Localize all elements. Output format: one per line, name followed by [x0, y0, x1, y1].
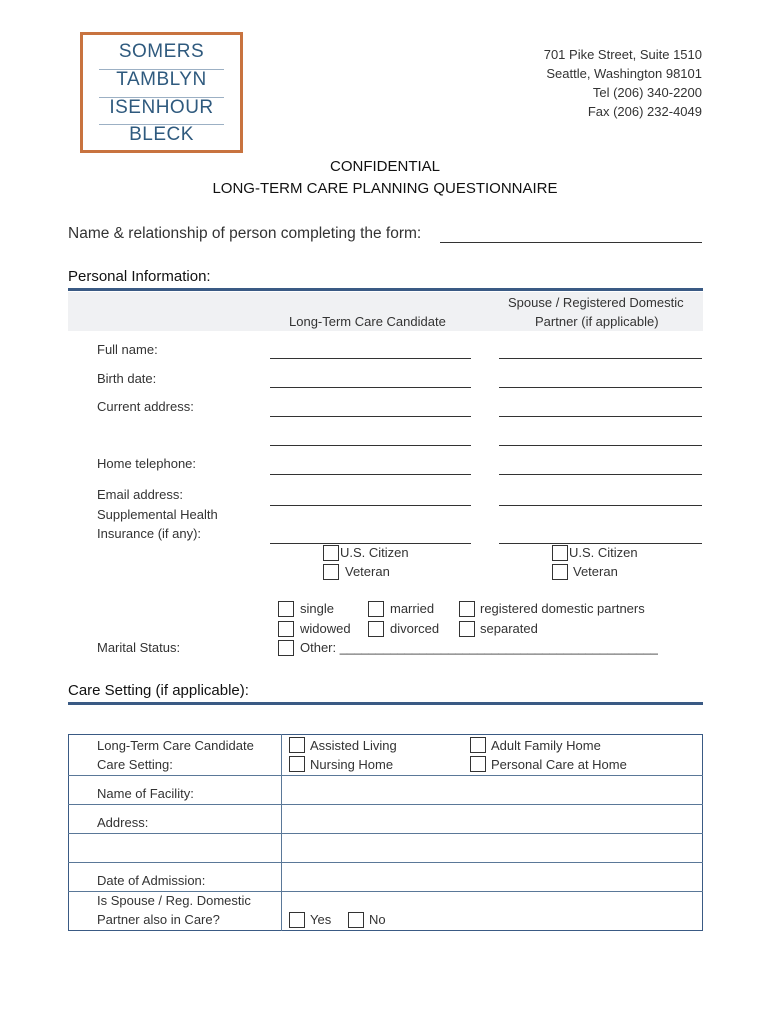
candidate-veteran-checkbox[interactable] — [323, 564, 339, 580]
supplemental-label-line2: Insurance (if any): — [97, 526, 202, 541]
spouse-care-no-label: No — [369, 912, 386, 927]
firm-logo — [80, 32, 243, 153]
spouse-veteran-checkbox[interactable] — [552, 564, 568, 580]
logo-line-bleck: BLECK — [129, 124, 194, 145]
spouse-address-field[interactable] — [499, 416, 702, 417]
title-confidential: CONFIDENTIAL — [329, 158, 440, 175]
spouse-us-citizen-label: U.S. Citizen — [569, 545, 638, 560]
address-fax: Fax (206) 232-4049 — [587, 104, 702, 119]
marital-registered-checkbox[interactable] — [459, 601, 475, 617]
marital-single-checkbox[interactable] — [278, 601, 294, 617]
spouse-care-yes-checkbox[interactable] — [289, 912, 305, 928]
spouse-telephone-field[interactable] — [499, 474, 702, 475]
facility-label: Name of Facility: — [97, 786, 194, 801]
marital-divorced-label: divorced — [390, 621, 440, 636]
email-label: Email address: — [97, 487, 183, 502]
address-tel: Tel (206) 340-2200 — [592, 85, 702, 100]
care-setting-label-line2: Care Setting: — [97, 757, 173, 772]
address-street: 701 Pike Street, Suite 1510 — [543, 47, 702, 62]
spouse-birth-date-field[interactable] — [499, 387, 702, 388]
care-address-label: Address: — [97, 815, 149, 830]
assisted-living-checkbox[interactable] — [289, 737, 305, 753]
spouse-address-field-2[interactable] — [499, 445, 702, 446]
section-rule — [68, 288, 703, 291]
table-row-divider — [68, 862, 703, 863]
admission-label: Date of Admission: — [97, 873, 206, 888]
care-address-field-2[interactable] — [283, 835, 701, 861]
spouse-email-field[interactable] — [499, 505, 702, 506]
marital-registered-label: registered domestic partners — [480, 601, 645, 616]
candidate-us-citizen-checkbox[interactable] — [323, 545, 339, 561]
spouse-care-label-line2: Partner also in Care? — [97, 912, 220, 927]
marital-status-label: Marital Status: — [97, 640, 181, 655]
table-row-divider — [68, 833, 703, 834]
personal-heading: Personal Information: — [68, 268, 211, 285]
logo-line-isenhour: ISENHOUR — [109, 97, 214, 118]
adult-family-home-checkbox[interactable] — [470, 737, 486, 753]
column-spouse-line2: Partner (if applicable) — [535, 314, 659, 329]
candidate-us-citizen-label: U.S. Citizen — [340, 545, 409, 560]
candidate-veteran-label: Veteran — [345, 564, 390, 579]
address-city: Seattle, Washington 98101 — [546, 66, 702, 81]
marital-other-checkbox[interactable] — [278, 640, 294, 656]
assisted-living-label: Assisted Living — [310, 738, 397, 753]
table-row-divider — [68, 891, 703, 892]
home-telephone-label: Home telephone: — [97, 456, 197, 471]
spouse-veteran-label: Veteran — [573, 564, 618, 579]
facility-field[interactable] — [283, 777, 701, 803]
column-spouse-line1: Spouse / Registered Domestic — [508, 295, 684, 310]
spouse-care-label-line1: Is Spouse / Reg. Domestic — [97, 893, 251, 908]
candidate-email-field[interactable] — [270, 505, 471, 506]
marital-divorced-checkbox[interactable] — [368, 621, 384, 637]
care-setting-label-line1: Long-Term Care Candidate — [97, 738, 254, 753]
candidate-full-name-field[interactable] — [270, 358, 471, 359]
marital-widowed-checkbox[interactable] — [278, 621, 294, 637]
marital-married-checkbox[interactable] — [368, 601, 384, 617]
care-heading: Care Setting (if applicable): — [68, 682, 249, 699]
completer-field[interactable] — [440, 242, 702, 243]
logo-line-tamblyn: TAMBLYN — [116, 69, 207, 90]
full-name-label: Full name: — [97, 342, 158, 357]
candidate-insurance-field[interactable] — [270, 543, 471, 544]
current-address-label: Current address: — [97, 399, 194, 414]
nursing-home-label: Nursing Home — [310, 757, 394, 772]
marital-single-label: single — [300, 601, 334, 616]
care-address-field[interactable] — [283, 806, 701, 832]
section-rule — [68, 702, 703, 705]
spouse-care-no-checkbox[interactable] — [348, 912, 364, 928]
table-row-divider — [68, 804, 703, 805]
personal-care-home-checkbox[interactable] — [470, 756, 486, 772]
spouse-full-name-field[interactable] — [499, 358, 702, 359]
personal-care-home-label: Personal Care at Home — [491, 757, 627, 772]
completer-label: Name & relationship of person completing the form: — [68, 225, 422, 242]
column-candidate: Long-Term Care Candidate — [289, 314, 446, 329]
title-questionnaire: LONG-TERM CARE PLANNING QUESTIONNAIRE — [212, 180, 558, 197]
candidate-address-field-2[interactable] — [270, 445, 471, 446]
nursing-home-checkbox[interactable] — [289, 756, 305, 772]
spouse-us-citizen-checkbox[interactable] — [552, 545, 568, 561]
logo-line-somers: SOMERS — [118, 41, 205, 62]
marital-separated-label: separated — [480, 621, 538, 636]
candidate-address-field[interactable] — [270, 416, 471, 417]
spouse-insurance-field[interactable] — [499, 543, 702, 544]
marital-married-label: married — [390, 601, 435, 616]
supplemental-label-line1: Supplemental Health — [97, 507, 218, 522]
birth-date-label: Birth date: — [97, 371, 157, 386]
table-row-divider — [68, 775, 703, 776]
candidate-telephone-field[interactable] — [270, 474, 471, 475]
marital-other-field[interactable]: Other: ____________________________________________ — [300, 640, 658, 655]
admission-field[interactable] — [283, 864, 701, 890]
adult-family-home-label: Adult Family Home — [491, 738, 601, 753]
candidate-birth-date-field[interactable] — [270, 387, 471, 388]
spouse-care-yes-label: Yes — [310, 912, 332, 927]
marital-widowed-label: widowed — [300, 621, 351, 636]
marital-separated-checkbox[interactable] — [459, 621, 475, 637]
